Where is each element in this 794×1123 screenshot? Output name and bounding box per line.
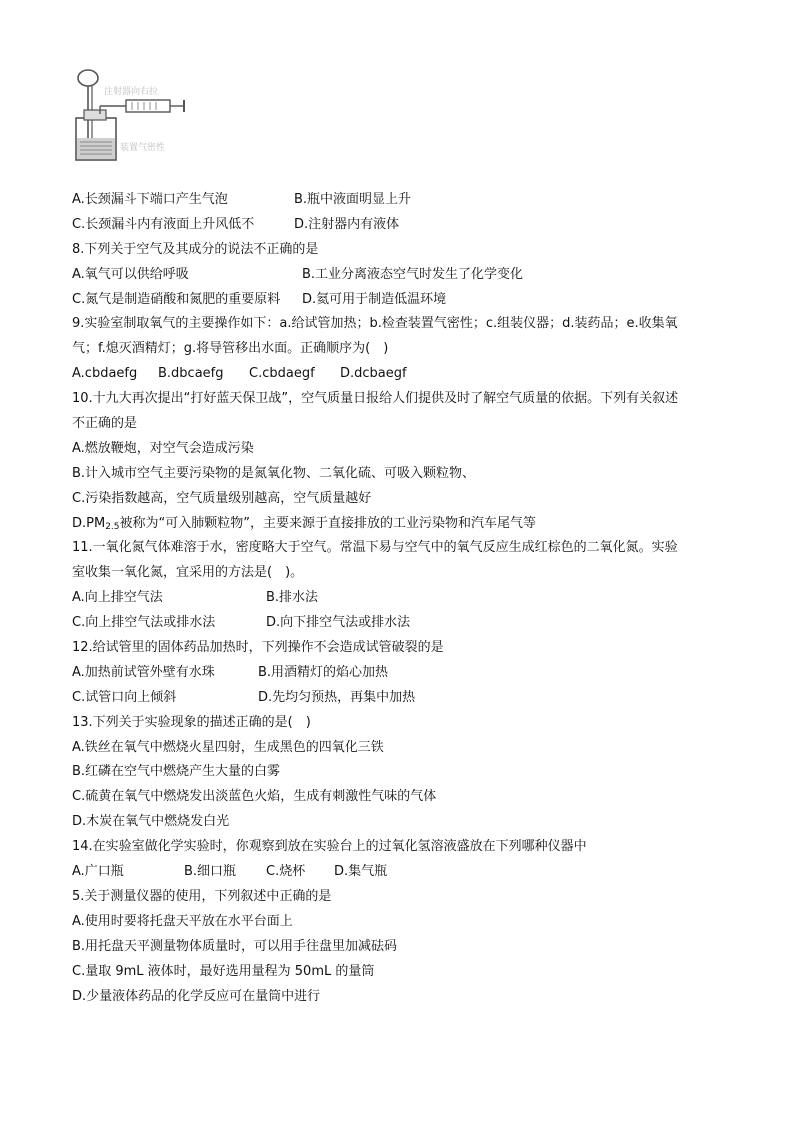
question-stem: 10.十九大再次提出“打好蓝天保卫战”，空气质量日报给人们提供及时了解空气质量的依据。下列有关叙述 — [72, 391, 679, 407]
option-text: B.瓶中液面明显上升 — [294, 192, 412, 207]
text-line — [72, 611, 762, 636]
option-text: A.cbdaefg — [72, 366, 138, 382]
text-line — [72, 238, 762, 263]
text-line — [72, 810, 762, 835]
question-stem: 12.给试管里的固体药品加热时，下列操作不会造成试管破裂的是 — [72, 640, 444, 656]
option-text: D.PM — [72, 515, 106, 531]
text-line — [72, 188, 762, 213]
text-line — [72, 288, 762, 313]
question-stem: 室收集一氧化氮，宜采用的方法是( )。 — [72, 565, 304, 581]
text-line — [72, 412, 762, 437]
option-text: B.用酒精灯的焰心加热 — [258, 664, 389, 680]
option-text: A.向上排空气法 — [72, 590, 163, 606]
option-text: B.工业分离液态空气时发生了化学变化 — [302, 266, 524, 282]
question-stem: 不正确的是 — [72, 416, 138, 432]
option-text: B.用托盘天平测量物体质量时，可以用手往盘里加减砝码 — [72, 938, 398, 954]
option-text: 被称为“可入肺颗粒物”，主要来源于直接排放的工业污染物和汽车尾气等 — [119, 515, 537, 531]
option-text: A.广口瓶 — [72, 864, 124, 880]
question-stem: 气；f.熄灭酒精灯；g.将导管移出水面。正确顺序为( ) — [72, 341, 389, 357]
text-line — [72, 711, 762, 736]
option-text: D.木炭在氧气中燃烧发白光 — [72, 814, 230, 830]
text-line — [72, 661, 762, 686]
option-text: D.注射器内有液体 — [294, 216, 400, 232]
option-text: C.向上排空气法或排水法 — [72, 615, 216, 631]
option-text: C.长颈漏斗内有液面上升风低不 — [72, 216, 255, 232]
apparatus-figure-icon — [70, 66, 190, 162]
text-line — [72, 736, 762, 761]
option-text: C.氮气是制造硝酸和氮肥的重要原料 — [72, 291, 281, 307]
option-text: C.试管口向上倾斜 — [72, 689, 177, 705]
question-stem: 14.在实验室做化学实验时，你观察到放在实验台上的过氧化氢溶液盛放在下列哪种仪器中 — [72, 839, 587, 855]
option-text: D.先均匀预热，再集中加热 — [258, 689, 416, 705]
question-stem: 8.下列关于空气及其成分的说法不正确的是 — [72, 241, 319, 257]
text-line — [72, 910, 762, 935]
option-text: C.量取 9mL 液体时，最好选用量程为 50mL 的量筒 — [72, 963, 375, 979]
option-text: C.烧杯 — [266, 864, 306, 880]
text-line — [72, 686, 762, 711]
option-text: D.氦可用于制造低温环境 — [302, 291, 447, 307]
question-stem: 5.关于测量仪器的使用，下列叙述中正确的是 — [72, 888, 332, 904]
option-text: C.硫黄在氧气中燃烧发出淡蓝色火焰，生成有刺激性气味的气体 — [72, 789, 437, 805]
option-text: C.污染指数越高，空气质量级别越高，空气质量越好 — [72, 490, 372, 506]
text-line — [72, 312, 762, 337]
option-text: D.集气瓶 — [334, 864, 388, 880]
text-line — [72, 636, 762, 661]
option-text: B.排水法 — [266, 590, 319, 606]
question-stem: 11.一氧化氮气体难溶于水，密度略大于空气。常温下易与空气中的氧气反应生成红棕色的二氧化氮。实验 — [72, 540, 678, 556]
option-text: A.加热前试管外壁有水珠 — [72, 664, 215, 680]
text-line — [72, 885, 762, 910]
option-text: B.计入城市空气主要污染物的是氮氧化物、二氧化硫、可吸入颗粒物、 — [72, 465, 476, 481]
text-line — [72, 263, 762, 288]
option-text: A.使用时要将托盘天平放在水平台面上 — [72, 913, 293, 929]
text-line — [72, 835, 762, 860]
text-line — [72, 960, 762, 985]
option-text: D.向下排空气法或排水法 — [266, 615, 411, 631]
question-text-block — [72, 188, 762, 1009]
option-text: B.红磷在空气中燃烧产生大量的白雾 — [72, 764, 281, 780]
text-line — [72, 785, 762, 810]
option-text: A.氧气可以供给呼吸 — [72, 266, 189, 282]
text-line — [72, 362, 762, 387]
question-stem: 9.实验室制取氧气的主要操作如下：a.给试管加热；b.检查装置气密性；c.组装仪器；d.装药品；e.收集氧 — [72, 316, 678, 332]
text-line — [72, 437, 762, 462]
text-line — [72, 337, 762, 362]
text-line — [72, 536, 762, 561]
option-text: D.dcbaegf — [340, 366, 407, 382]
figure-label-bottom: 装置气密性 — [120, 143, 166, 153]
figure-label-top: 注射器向右拉 — [104, 87, 159, 97]
option-text: A.长颈漏斗下端口产生气泡 — [72, 192, 228, 207]
text-line — [72, 487, 762, 512]
text-line — [72, 462, 762, 487]
text-line — [72, 586, 762, 611]
subscript-text: 2.5 — [105, 521, 120, 532]
option-text: D.少量液体药品的化学反应可在量筒中进行 — [72, 988, 321, 1004]
text-line — [72, 213, 762, 238]
text-line — [72, 760, 762, 785]
text-line — [72, 985, 762, 1010]
option-text: C.cbdaegf — [249, 366, 315, 382]
text-line — [72, 935, 762, 960]
question-stem: 13.下列关于实验现象的描述正确的是( ) — [72, 714, 311, 730]
option-text: B.dbcaefg — [158, 366, 224, 382]
text-line — [72, 561, 762, 586]
text-line — [72, 512, 762, 537]
text-line — [72, 387, 762, 412]
option-text: B.细口瓶 — [184, 864, 237, 880]
option-text: A.铁丝在氧气中燃烧火星四射，生成黑色的四氧化三铁 — [72, 739, 384, 755]
text-line — [72, 860, 762, 885]
option-text: A.燃放鞭炮，对空气会造成污染 — [72, 440, 254, 456]
